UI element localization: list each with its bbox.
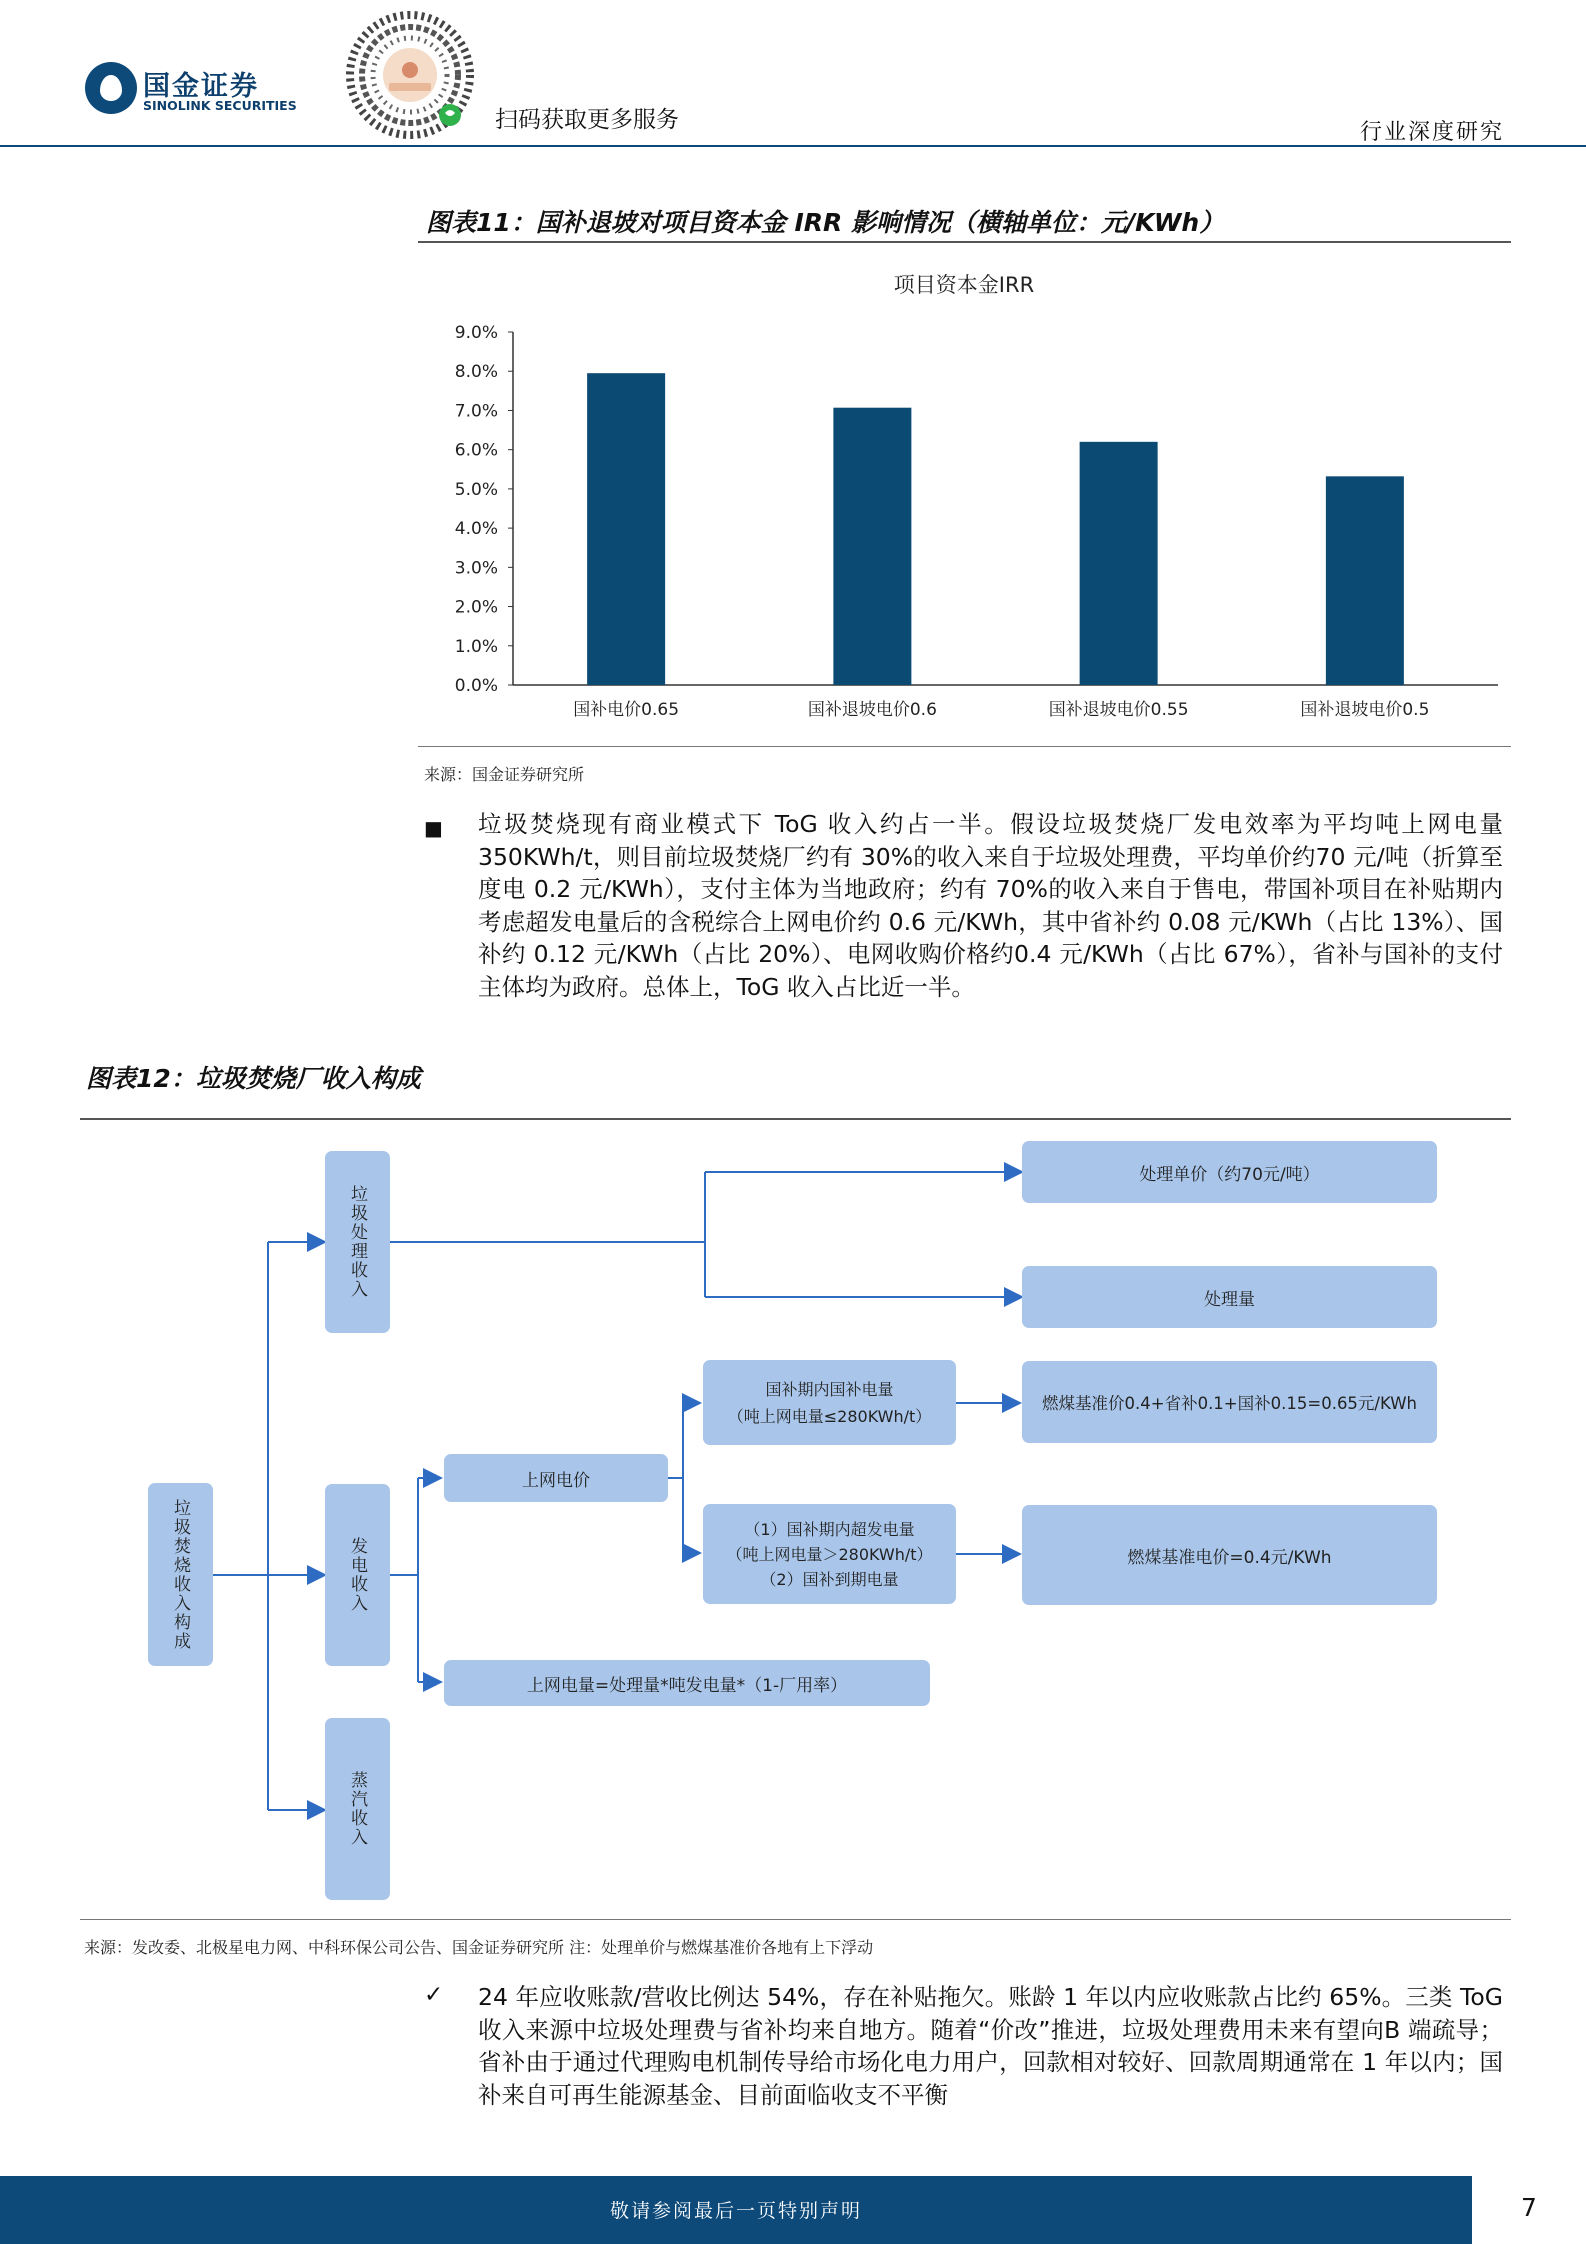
node-coal-benchmark-price: 燃煤基准电价=0.4元/KWh <box>1022 1505 1437 1605</box>
checkmark-icon: ✓ <box>424 1982 444 2008</box>
figure11-title: 图表11：国补退坡对项目资本金 IRR 影响情况（横轴单位：元/KWh） <box>426 208 1225 237</box>
chart-title: 项目资本金IRR <box>893 273 1035 297</box>
figure12-bottom-rule <box>80 1919 1511 1920</box>
bar-1 <box>587 373 665 685</box>
excess-power-line3: （2）国补到期电量 <box>760 1569 899 1589</box>
figure11-bottom-rule <box>418 746 1511 747</box>
figure12-source: 来源：发改委、北极星电力网、中科环保公司公告、国金证券研究所 注：处理单价与燃煤基准价各地有上下浮动 <box>84 1938 874 1957</box>
x-category-label: 国补电价0.65 <box>573 700 680 720</box>
x-category-label: 国补退坡电价0.5 <box>1300 700 1430 720</box>
y-tick-label: 9.0% <box>454 323 498 343</box>
company-name-en: SINOLINK SECURITIES <box>143 98 297 113</box>
excess-power-line2: （吨上网电量＞280KWh/t） <box>726 1544 933 1564</box>
bar-4 <box>1326 476 1404 685</box>
irr-bar-chart <box>418 250 1511 740</box>
header-divider <box>0 145 1586 147</box>
node-unit-price: 处理单价（约70元/吨） <box>1022 1141 1437 1203</box>
node-power-income: 发电收入 <box>325 1484 390 1666</box>
figure12-title: 图表12：垃圾焚烧厂收入构成 <box>86 1064 421 1093</box>
company-name-cn: 国金证券 <box>143 71 259 102</box>
node-excess-power <box>703 1504 956 1604</box>
node-waste-processing-income: 垃圾处理收入 <box>325 1151 390 1333</box>
y-tick-label: 3.0% <box>454 558 498 579</box>
qr-code-icon[interactable] <box>345 10 475 140</box>
figure11-top-rule <box>418 241 1511 243</box>
y-tick-label: 1.0% <box>454 636 498 657</box>
x-category-label: 国补退坡电价0.55 <box>1048 700 1189 720</box>
node-grid-price: 上网电价 <box>444 1454 668 1502</box>
excess-power-line1: （1）国补期内超发电量 <box>744 1519 915 1539</box>
node-grid-volume-formula: 上网电量=处理量*吨发电量*（1-厂用率） <box>444 1660 930 1706</box>
report-type: 行业深度研究 <box>1359 120 1504 145</box>
x-category-label: 国补退坡电价0.6 <box>807 700 937 720</box>
y-tick-label: 6.0% <box>454 440 498 461</box>
y-tick-label: 5.0% <box>454 479 498 500</box>
node-root-revenue-composition: 垃圾焚烧收入构成 <box>148 1483 213 1666</box>
y-tick-label: 4.0% <box>454 519 498 540</box>
node-processing-volume: 处理量 <box>1022 1266 1437 1328</box>
y-tick-label: 2.0% <box>454 597 498 618</box>
figure11-source: 来源：国金证券研究所 <box>424 765 585 784</box>
node-steam-income: 蒸汽收入 <box>325 1718 390 1900</box>
paragraph-tog-revenue: 垃圾焚烧现有商业模式下 ToG 收入约占一半。假设垃圾焚烧厂发电效率为平均吨上网电量 350KWh/t，则目前垃圾焚烧厂约有 30%的收入来自于垃圾处理费，平均单价约70 元/吨（折算至度电 0.2 元/KWh），支付主体为当地政府；约有 70%的收入来自于售电，带国补项目在补贴期内考虑超发电量后的含税综合上网电价约 0.6 元/KWh，其中省补约 0.08 元/KWh（占比 13%）、国补约 0.12 元/KWh（占比 20%）、电网收购价格约0.4 元/KWh（占比 67%），省补与国补的支付主体均为政府。总体上，ToG 收入占比近一半。 <box>478 810 1503 1001</box>
bar-2 <box>833 408 911 685</box>
company-logo-icon <box>85 62 137 114</box>
node-price-with-subsidy: 燃煤基准价0.4+省补0.1+国补0.15=0.65元/KWh <box>1022 1361 1437 1443</box>
subsidy-power-line2: （吨上网电量≤280KWh/t） <box>727 1406 932 1426</box>
y-tick-label: 7.0% <box>454 401 498 422</box>
bullet-square-icon: ■ <box>424 816 443 840</box>
qr-caption: 扫码获取更多服务 <box>495 107 679 133</box>
footer-disclaimer: 敬请参阅最后一页特别声明 <box>609 2200 862 2222</box>
paragraph-receivables: 24 年应收账款/营收比例达 54%，存在补贴拖欠。账龄 1 年以内应收账款占比约 65%。三类 ToG 收入来源中垃圾处理费与省补均来自地方。随着“价改”推进，垃圾处理费用未来有望向B 端疏导；省补由于通过代理购电机制传导给市场化电力用户，回款相对较好、回款周期通常在 1 年以内；国补来自可再生能源基金、目前面临收支不平衡 <box>478 1983 1503 2109</box>
page-number: 7 <box>1521 2193 1537 2222</box>
y-tick-label: 8.0% <box>454 362 498 383</box>
y-tick-label: 0.0% <box>454 676 498 696</box>
node-subsidy-period-power <box>703 1360 956 1445</box>
bar-3 <box>1080 442 1158 685</box>
subsidy-power-line1: 国补期内国补电量 <box>765 1379 894 1399</box>
